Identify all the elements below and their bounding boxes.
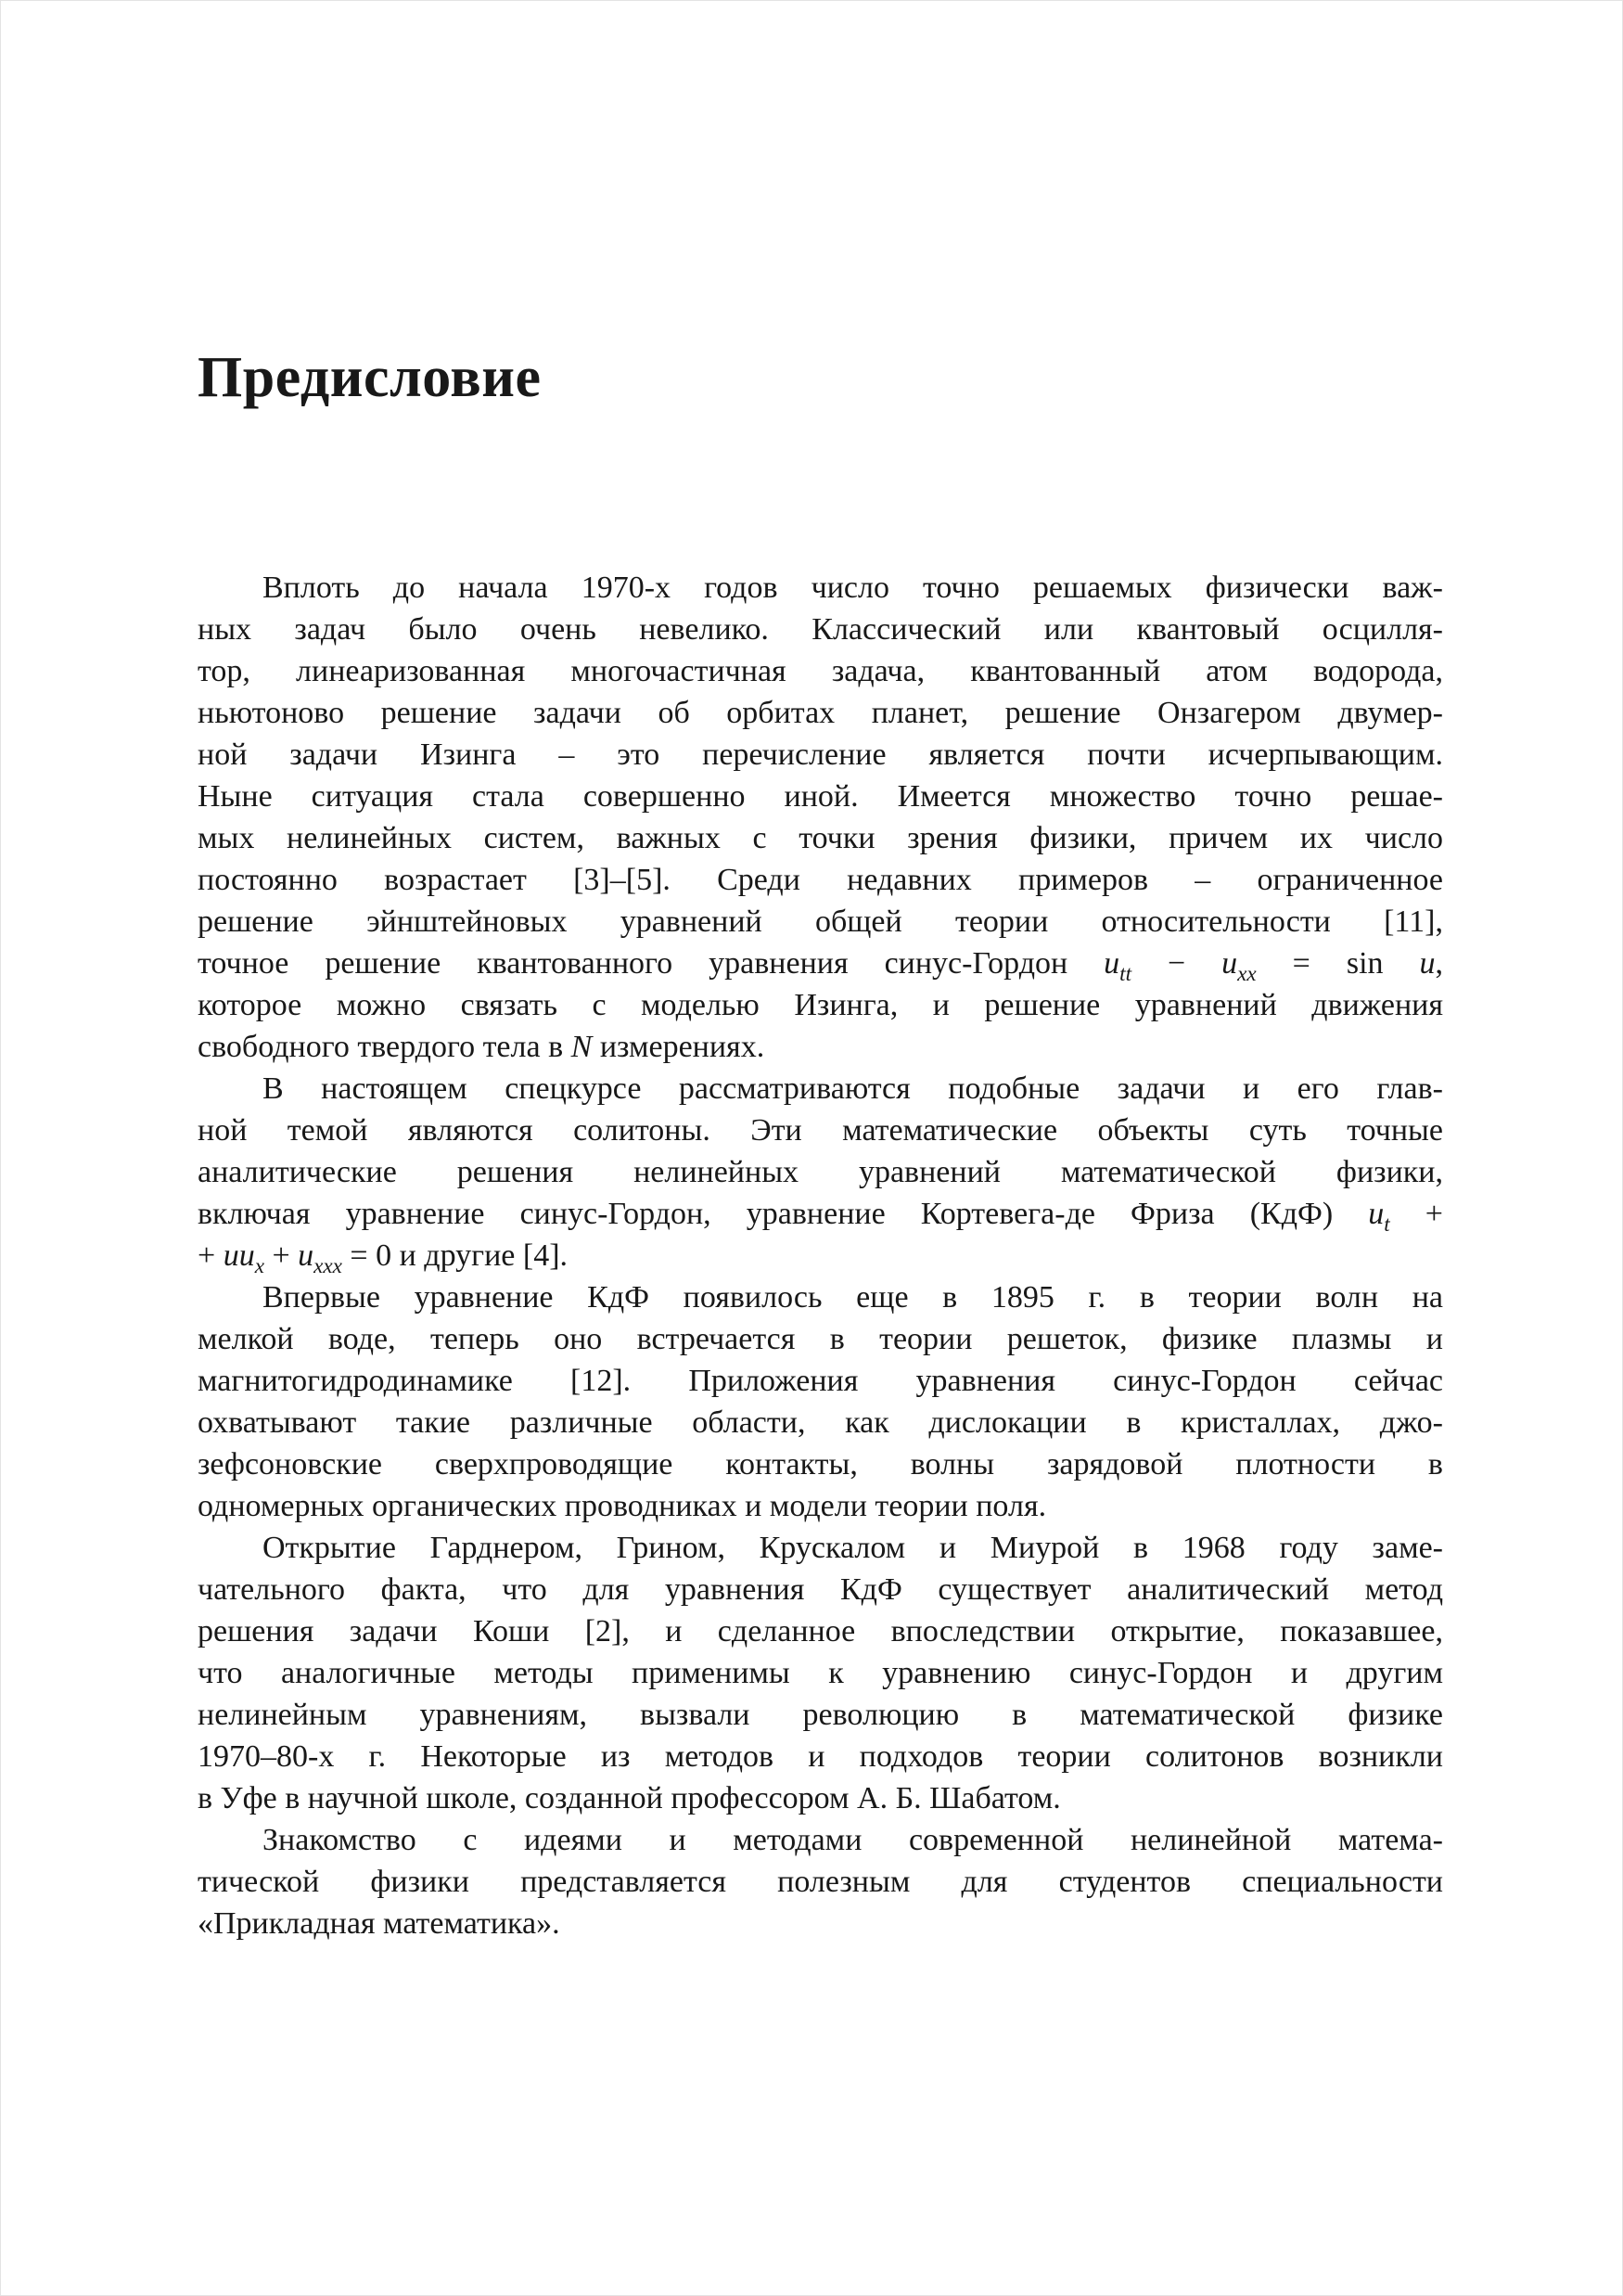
- text-line: ной темой являются солитоны. Эти математические объекты суть точные: [198, 1113, 1443, 1148]
- text-line: нелинейным уравнениям, вызвали революцию в математической физике: [198, 1698, 1443, 1733]
- text-line: Впервые уравнение КдФ появилось еще в 1895 г. в теории волн на: [262, 1280, 1443, 1315]
- text-line: тической физики представляется полезным для студентов специальности: [198, 1865, 1443, 1900]
- text-line: зефсоновские сверхпроводящие контакты, волны зарядовой плотности в: [198, 1447, 1443, 1482]
- text-line: решения задачи Коши [2], и сделанное впоследствии открытие, показавшее,: [198, 1614, 1443, 1649]
- text-line: Знакомство с идеями и методами современной нелинейной матема-: [262, 1823, 1443, 1858]
- page-title: Предисловие: [198, 346, 542, 409]
- paragraph: [198, 1527, 1443, 1819]
- text-line: которое можно связать с моделью Изинга, и решение уравнений движения: [198, 988, 1443, 1023]
- text-line: аналитические решения нелинейных уравнений математической физики,: [198, 1155, 1443, 1190]
- text-line: постоянно возрастает [3]–[5]. Среди недавних примеров – ограниченное: [198, 863, 1443, 898]
- text-line: ных задач было очень невелико. Классический или квантовый осцилля-: [198, 612, 1443, 648]
- text-line: свободного твердого тела в N измерениях.: [198, 1030, 765, 1065]
- text-line: + $uu_x + u_{xxx} = 0$ и другие [4].: [198, 1238, 569, 1278]
- text-line: одномерных органических проводниках и модели теории поля.: [198, 1489, 1047, 1524]
- text-line: чательного факта, что для уравнения КдФ существует аналитический метод: [198, 1572, 1443, 1608]
- text-line: «Прикладная математика».: [198, 1906, 560, 1942]
- math-variable: u: [1419, 946, 1436, 981]
- paragraph: [198, 1276, 1443, 1527]
- page-content: [198, 346, 1443, 1944]
- text-line: магнитогидродинамике [12]. Приложения уравнения синус-Гордон сейчас: [198, 1364, 1443, 1399]
- text-line: Вплоть до начала 1970-х годов число точно решаемых физически важ-: [262, 571, 1443, 606]
- math-variable: $uu_x$: [223, 1238, 264, 1278]
- math-variable: $u_t$: [1368, 1197, 1390, 1237]
- text-line: тор, линеаризованная многочастичная задача, квантованный атом водорода,: [198, 654, 1443, 689]
- paragraph: [198, 1068, 1443, 1276]
- text-line: точное решение квантованного уравнения синус-Гордон $u_{tt} - u_{xx} = \sin u$,: [198, 946, 1443, 986]
- paragraph: [198, 1819, 1443, 1944]
- math-variable: $u_{xxx}$: [298, 1238, 342, 1278]
- text-line: мых нелинейных систем, важных с точки зрения физики, причем их число: [198, 821, 1443, 856]
- text-line: в Уфе в научной школе, созданной профессором А. Б. Шабатом.: [198, 1781, 1061, 1816]
- text-line: Ныне ситуация стала совершенно иной. Имеется множество точно решае-: [198, 779, 1443, 815]
- text-line: ной задачи Изинга – это перечисление является почти исчерпывающим.: [198, 738, 1443, 773]
- text-line: включая уравнение синус-Гордон, уравнение Кортевега-де Фриза (КдФ) $u_t$ +: [198, 1197, 1443, 1237]
- body-text: [198, 567, 1443, 1944]
- text-line: 1970–80-х г. Некоторые из методов и подходов теории солитонов возникли: [198, 1739, 1443, 1775]
- text-line: что аналогичные методы применимы к уравнению синус-Гордон и другим: [198, 1656, 1443, 1691]
- math-variable: N: [570, 1030, 593, 1065]
- paragraph: [198, 567, 1443, 1068]
- math-variable: $u_{xx}$: [1221, 946, 1257, 986]
- text-line: ньютоново решение задачи об орбитах планет, решение Онзагером двумер-: [198, 696, 1443, 731]
- text-line: Открытие Гарднером, Грином, Крускалом и Миурой в 1968 году заме-: [262, 1531, 1443, 1566]
- text-line: решение эйнштейновых уравнений общей теории относительности [11],: [198, 904, 1443, 940]
- text-line: мелкой воде, теперь оно встречается в теории решеток, физике плазмы и: [198, 1322, 1443, 1357]
- text-line: В настоящем спецкурсе рассматриваются подобные задачи и его глав-: [262, 1071, 1443, 1107]
- text-line: охватывают такие различные области, как дислокации в кристаллах, джо-: [198, 1405, 1443, 1441]
- math-variable: $u_{tt}$: [1104, 946, 1132, 986]
